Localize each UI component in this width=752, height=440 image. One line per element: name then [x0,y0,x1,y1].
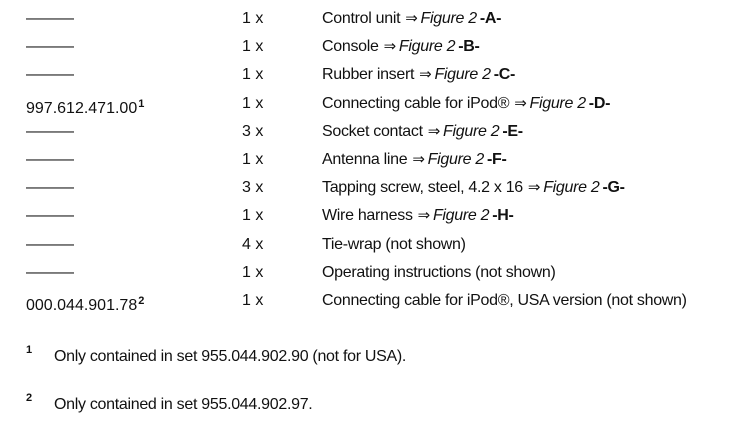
part-number-text: ——— [26,38,74,56]
double-arrow-right-icon: ⇒ [514,94,527,112]
parts-row [0,118,752,146]
figure-item-letter: -F- [486,150,507,168]
part-description [322,259,555,287]
part-number-text: ——— [26,150,74,168]
part-description [322,174,625,202]
figure-reference-link[interactable]: Figure 2 [420,10,477,27]
part-number [26,259,74,287]
part-number-text: 997.612.471.00 [26,99,138,117]
part-description-text: Console [322,38,379,56]
part-quantity: 3 x [242,179,264,197]
part-description-text: Antenna line [322,150,408,168]
part-quantity: 1 x [242,10,264,27]
parts-row [0,287,752,315]
footnotes [0,344,752,440]
double-arrow-right-icon: ⇒ [412,150,425,168]
footnote-ref: 1 [138,97,145,110]
part-number [26,5,74,33]
figure-item-letter: -A- [479,10,502,27]
part-quantity: 1 x [242,94,264,112]
part-description [322,118,523,146]
figure-item-letter: -C- [493,66,516,84]
part-number [26,231,74,259]
figure-item-letter: -G- [602,179,625,197]
part-description-text: Tie-wrap (not shown) [322,235,466,253]
part-description-text: Control unit [322,10,401,27]
part-quantity: 1 x [242,66,264,84]
parts-list [0,5,752,315]
part-quantity: 1 x [242,38,264,56]
parts-row [0,90,752,118]
figure-item-letter: -D- [588,94,611,112]
part-quantity: 3 x [242,122,264,140]
part-number-text: ——— [26,235,74,253]
figure-reference-link[interactable]: Figure 2 [432,207,490,225]
part-number [26,287,144,320]
double-arrow-right-icon: ⇒ [417,207,430,225]
part-description-text: Tapping screw, steel, 4.2 x 16 [322,179,523,197]
double-arrow-right-icon: ⇒ [419,66,432,84]
footnote-mark: 2 [26,392,32,404]
part-description-text: Rubber insert [322,66,415,84]
part-quantity: 4 x [242,235,264,253]
part-number-text: ——— [26,179,74,197]
figure-item-letter: -E- [502,122,523,140]
double-arrow-right-icon: ⇒ [383,38,396,56]
double-arrow-right-icon: ⇒ [405,10,418,27]
figure-item-letter: -H- [492,207,514,225]
figure-reference-link[interactable]: Figure 2 [543,179,600,197]
parts-row [0,61,752,89]
part-description [322,61,515,89]
part-description [322,5,501,33]
part-description [322,231,466,259]
parts-row [0,202,752,230]
part-description-text: Connecting cable for iPod®, USA version (not shown) [322,291,687,309]
footnote-text: Only contained in set 955.044.902.90 (not for USA). [54,348,407,365]
part-number [26,118,74,146]
part-number-text: ——— [26,263,74,281]
part-number-text: ——— [26,66,74,84]
part-description-text: Operating instructions (not shown) [322,263,556,281]
part-quantity: 1 x [242,207,264,225]
part-quantity: 1 x [242,291,264,309]
double-arrow-right-icon: ⇒ [427,122,441,140]
footnote [0,344,752,392]
part-description-text: Socket contact [322,122,423,140]
figure-reference-link[interactable]: Figure 2 [529,94,586,112]
part-description-text: Connecting cable for iPod® [322,94,510,112]
footnote-mark: 1 [26,344,32,356]
part-description-text: Wire harness [322,207,413,225]
footnote-ref: 2 [138,294,145,307]
part-number-text: ——— [26,207,74,225]
part-number [26,61,74,89]
part-description [322,90,610,118]
figure-reference-link[interactable]: Figure 2 [427,150,484,168]
figure-reference-link[interactable]: Figure 2 [443,122,500,140]
part-description [322,202,514,230]
parts-row [0,5,752,33]
figure-reference-link[interactable]: Figure 2 [398,38,456,56]
part-number-text: ——— [26,10,74,27]
part-description [322,146,506,174]
parts-row [0,174,752,202]
parts-row [0,146,752,174]
part-number-text: ——— [26,122,74,140]
parts-row [0,33,752,61]
part-description [322,33,480,61]
parts-row [0,259,752,287]
part-number [26,174,74,202]
part-number [26,202,74,230]
part-quantity: 1 x [242,263,264,281]
figure-reference-link[interactable]: Figure 2 [434,66,491,84]
figure-item-letter: -B- [458,38,480,56]
part-number [26,33,74,61]
part-quantity: 1 x [242,150,264,168]
part-number-text: 000.044.901.78 [26,296,138,314]
part-description [322,287,687,315]
parts-row [0,231,752,259]
double-arrow-right-icon: ⇒ [527,179,541,197]
part-number [26,146,74,174]
footnote-text: Only contained in set 955.044.902.97. [54,396,313,413]
footnote [0,392,752,440]
